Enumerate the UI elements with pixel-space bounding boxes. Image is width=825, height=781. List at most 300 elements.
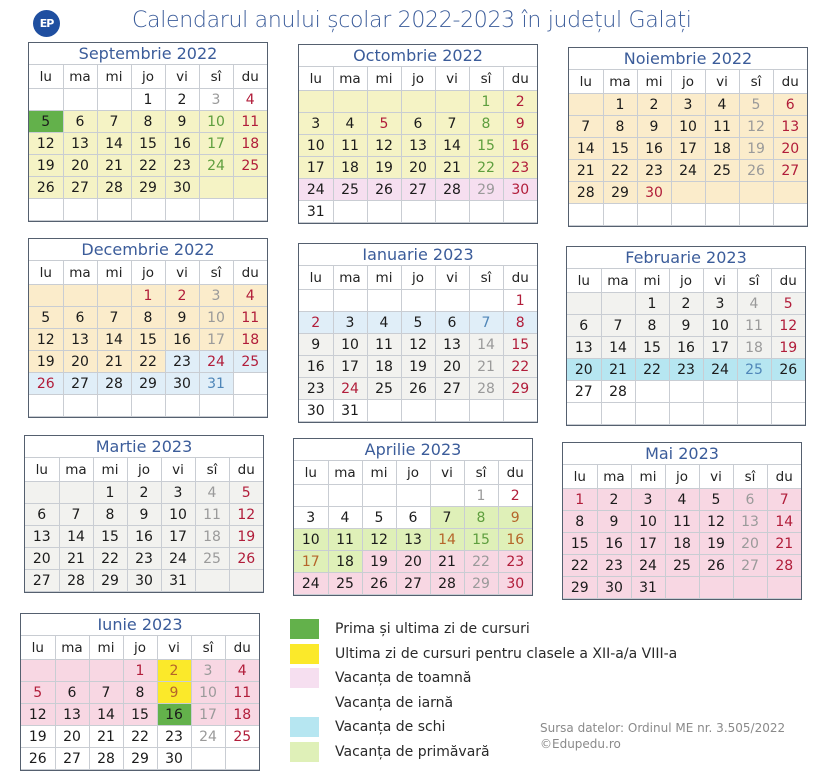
week-row bbox=[567, 381, 805, 403]
day-cell: 15 bbox=[563, 533, 597, 555]
day-cell: 3 bbox=[294, 507, 328, 529]
day-cell: 12 bbox=[739, 116, 773, 138]
day-cell: 1 bbox=[469, 91, 503, 113]
day-cell: 27 bbox=[401, 179, 435, 201]
day-cell: 18 bbox=[195, 526, 229, 548]
day-cell: 27 bbox=[773, 160, 807, 182]
day-cell: 28 bbox=[601, 381, 635, 403]
day-cell: 28 bbox=[569, 182, 603, 204]
month-table bbox=[294, 461, 532, 595]
day-cell: 29 bbox=[469, 179, 503, 201]
week-row bbox=[21, 704, 259, 726]
empty-cell bbox=[396, 485, 430, 507]
day-cell: 13 bbox=[773, 116, 807, 138]
day-cell: 15 bbox=[464, 529, 498, 551]
day-cell: 27 bbox=[63, 177, 97, 199]
day-cell: 12 bbox=[21, 704, 55, 726]
legend-swatch bbox=[290, 619, 319, 639]
legend-item-last-day-xii-viii bbox=[290, 642, 677, 667]
empty-cell bbox=[367, 201, 401, 223]
day-cell: 9 bbox=[669, 315, 703, 337]
day-cell: 18 bbox=[705, 138, 739, 160]
day-cell: 14 bbox=[97, 133, 131, 155]
empty-cell bbox=[705, 204, 739, 226]
day-cell: 19 bbox=[699, 533, 733, 555]
day-cell: 16 bbox=[299, 356, 333, 378]
week-row bbox=[299, 290, 537, 312]
week-row bbox=[299, 312, 537, 334]
day-cell: 20 bbox=[567, 359, 601, 381]
legend-label: Prima și ultima zi de cursuri bbox=[335, 621, 530, 638]
day-cell: 20 bbox=[773, 138, 807, 160]
day-cell: 4 bbox=[225, 660, 259, 682]
week-row bbox=[567, 359, 805, 381]
week-row bbox=[25, 570, 263, 592]
day-cell: 24 bbox=[631, 555, 665, 577]
day-cell: 16 bbox=[127, 526, 161, 548]
day-cell: 17 bbox=[199, 133, 233, 155]
day-cell: 13 bbox=[733, 511, 767, 533]
day-cell: 8 bbox=[603, 116, 637, 138]
month-title: Martie 2023 bbox=[25, 436, 263, 458]
week-row bbox=[294, 573, 532, 595]
empty-cell bbox=[367, 290, 401, 312]
empty-cell bbox=[97, 199, 131, 221]
day-cell: 10 bbox=[199, 307, 233, 329]
week-row bbox=[299, 378, 537, 400]
empty-cell bbox=[328, 485, 362, 507]
day-cell: 18 bbox=[233, 329, 267, 351]
day-cell: 11 bbox=[328, 529, 362, 551]
day-cell: 13 bbox=[435, 334, 469, 356]
day-cell: 18 bbox=[233, 133, 267, 155]
weekday-header: mi bbox=[362, 461, 396, 485]
month-title: Noiembrie 2022 bbox=[569, 48, 807, 70]
day-cell: 2 bbox=[157, 660, 191, 682]
day-cell: 8 bbox=[563, 511, 597, 533]
day-cell: 25 bbox=[737, 359, 771, 381]
empty-cell bbox=[225, 748, 259, 770]
day-cell: 8 bbox=[635, 315, 669, 337]
day-cell: 5 bbox=[29, 111, 63, 133]
day-cell: 21 bbox=[430, 551, 464, 573]
day-cell: 29 bbox=[131, 177, 165, 199]
month-calendar bbox=[293, 438, 533, 596]
weekday-header: ma bbox=[597, 465, 631, 489]
day-cell: 7 bbox=[97, 111, 131, 133]
weekday-header: lu bbox=[563, 465, 597, 489]
day-cell: 8 bbox=[131, 111, 165, 133]
weekday-header: sî bbox=[733, 465, 767, 489]
empty-cell bbox=[299, 91, 333, 113]
empty-cell bbox=[362, 485, 396, 507]
day-cell: 26 bbox=[739, 160, 773, 182]
empty-cell bbox=[669, 403, 703, 425]
weekday-header: ma bbox=[63, 65, 97, 89]
week-row bbox=[569, 182, 807, 204]
copyright-line: ©Edupedu.ro bbox=[540, 737, 621, 751]
empty-cell bbox=[469, 201, 503, 223]
day-cell: 12 bbox=[699, 511, 733, 533]
day-cell: 6 bbox=[401, 113, 435, 135]
weekday-header: lu bbox=[29, 65, 63, 89]
day-cell: 28 bbox=[435, 179, 469, 201]
legend-item-autumn-vacation bbox=[290, 666, 677, 691]
empty-cell bbox=[229, 570, 263, 592]
weekday-header: du bbox=[229, 458, 263, 482]
empty-cell bbox=[567, 293, 601, 315]
day-cell: 8 bbox=[123, 682, 157, 704]
day-cell: 1 bbox=[635, 293, 669, 315]
legend-label: Vacanța de toamnă bbox=[335, 670, 472, 687]
day-cell: 28 bbox=[97, 373, 131, 395]
day-cell: 13 bbox=[396, 529, 430, 551]
weekday-header: jo bbox=[669, 269, 703, 293]
month-title: Iunie 2023 bbox=[21, 614, 259, 636]
weekday-header: mi bbox=[367, 67, 401, 91]
day-cell: 14 bbox=[767, 511, 801, 533]
empty-cell bbox=[29, 199, 63, 221]
day-cell: 3 bbox=[703, 293, 737, 315]
week-row bbox=[294, 485, 532, 507]
empty-cell bbox=[333, 91, 367, 113]
week-row bbox=[563, 533, 801, 555]
empty-cell bbox=[773, 182, 807, 204]
day-cell: 30 bbox=[299, 400, 333, 422]
day-cell: 30 bbox=[597, 577, 631, 599]
week-row bbox=[563, 577, 801, 599]
week-row bbox=[569, 160, 807, 182]
weekday-header: du bbox=[503, 266, 537, 290]
day-cell: 11 bbox=[233, 111, 267, 133]
weekday-header: jo bbox=[401, 67, 435, 91]
month-table bbox=[25, 458, 263, 592]
month-calendar bbox=[28, 238, 268, 418]
legend-label: Ultima zi de cursuri pentru clasele a XII-a/a VIII-a bbox=[335, 645, 678, 662]
day-cell: 1 bbox=[131, 285, 165, 307]
week-row bbox=[569, 116, 807, 138]
empty-cell bbox=[199, 199, 233, 221]
empty-cell bbox=[569, 94, 603, 116]
day-cell: 17 bbox=[294, 551, 328, 573]
day-cell: 4 bbox=[328, 507, 362, 529]
weekday-header: vi bbox=[703, 269, 737, 293]
week-row bbox=[21, 682, 259, 704]
month-table bbox=[569, 70, 807, 226]
week-row bbox=[29, 329, 267, 351]
weekday-header: sî bbox=[469, 67, 503, 91]
day-cell: 29 bbox=[563, 577, 597, 599]
day-cell: 2 bbox=[299, 312, 333, 334]
day-cell: 7 bbox=[601, 315, 635, 337]
empty-cell bbox=[294, 485, 328, 507]
day-cell: 7 bbox=[97, 307, 131, 329]
weekday-header: ma bbox=[328, 461, 362, 485]
day-cell: 12 bbox=[401, 334, 435, 356]
day-cell: 21 bbox=[767, 533, 801, 555]
day-cell: 18 bbox=[333, 157, 367, 179]
empty-cell bbox=[89, 660, 123, 682]
week-row bbox=[569, 94, 807, 116]
empty-cell bbox=[97, 395, 131, 417]
day-cell: 17 bbox=[299, 157, 333, 179]
day-cell: 11 bbox=[367, 334, 401, 356]
day-cell: 6 bbox=[55, 682, 89, 704]
day-cell: 18 bbox=[665, 533, 699, 555]
day-cell: 16 bbox=[157, 704, 191, 726]
day-cell: 19 bbox=[229, 526, 263, 548]
day-cell: 21 bbox=[569, 160, 603, 182]
empty-cell bbox=[29, 395, 63, 417]
day-cell: 4 bbox=[195, 482, 229, 504]
day-cell: 3 bbox=[161, 482, 195, 504]
month-calendar bbox=[298, 44, 538, 224]
month-title: Ianuarie 2023 bbox=[299, 244, 537, 266]
day-cell: 28 bbox=[430, 573, 464, 595]
weekday-header: lu bbox=[569, 70, 603, 94]
empty-cell bbox=[29, 285, 63, 307]
day-cell: 2 bbox=[669, 293, 703, 315]
day-cell: 23 bbox=[498, 551, 532, 573]
weekday-header: sî bbox=[464, 461, 498, 485]
empty-cell bbox=[367, 91, 401, 113]
day-cell: 6 bbox=[63, 307, 97, 329]
day-cell: 2 bbox=[637, 94, 671, 116]
day-cell: 20 bbox=[63, 155, 97, 177]
empty-cell bbox=[63, 89, 97, 111]
day-cell: 3 bbox=[199, 285, 233, 307]
day-cell: 11 bbox=[225, 682, 259, 704]
day-cell: 30 bbox=[165, 177, 199, 199]
day-cell: 3 bbox=[199, 89, 233, 111]
day-cell: 18 bbox=[328, 551, 362, 573]
month-calendar bbox=[298, 243, 538, 423]
empty-cell bbox=[469, 290, 503, 312]
month-calendar bbox=[28, 42, 268, 222]
day-cell: 20 bbox=[25, 548, 59, 570]
week-row bbox=[299, 334, 537, 356]
day-cell: 4 bbox=[665, 489, 699, 511]
day-cell: 15 bbox=[123, 704, 157, 726]
day-cell: 5 bbox=[401, 312, 435, 334]
day-cell: 29 bbox=[464, 573, 498, 595]
day-cell: 3 bbox=[671, 94, 705, 116]
empty-cell bbox=[63, 199, 97, 221]
month-title: Februarie 2023 bbox=[567, 247, 805, 269]
month-table bbox=[29, 261, 267, 417]
day-cell: 3 bbox=[191, 660, 225, 682]
empty-cell bbox=[601, 293, 635, 315]
day-cell: 8 bbox=[503, 312, 537, 334]
day-cell: 23 bbox=[299, 378, 333, 400]
month-calendar bbox=[568, 47, 808, 227]
day-cell: 28 bbox=[89, 748, 123, 770]
month-table bbox=[29, 65, 267, 221]
day-cell: 5 bbox=[362, 507, 396, 529]
day-cell: 2 bbox=[597, 489, 631, 511]
day-cell: 15 bbox=[131, 329, 165, 351]
week-row bbox=[563, 489, 801, 511]
week-row bbox=[29, 89, 267, 111]
day-cell: 11 bbox=[333, 135, 367, 157]
day-cell: 27 bbox=[435, 378, 469, 400]
day-cell: 10 bbox=[299, 135, 333, 157]
empty-cell bbox=[63, 395, 97, 417]
week-row bbox=[29, 395, 267, 417]
weekday-header: mi bbox=[97, 261, 131, 285]
weekday-header: mi bbox=[637, 70, 671, 94]
day-cell: 7 bbox=[767, 489, 801, 511]
day-cell: 13 bbox=[63, 329, 97, 351]
weekday-header: ma bbox=[601, 269, 635, 293]
weekday-header: vi bbox=[435, 266, 469, 290]
day-cell: 26 bbox=[362, 573, 396, 595]
empty-cell bbox=[635, 403, 669, 425]
day-cell: 7 bbox=[430, 507, 464, 529]
weekday-header: vi bbox=[699, 465, 733, 489]
day-cell: 1 bbox=[503, 290, 537, 312]
page-title: Calendarul anului școlar 2022-2023 în județul Galați bbox=[132, 8, 692, 33]
day-cell: 7 bbox=[59, 504, 93, 526]
week-row bbox=[299, 356, 537, 378]
empty-cell bbox=[739, 182, 773, 204]
weekday-header: sî bbox=[191, 636, 225, 660]
week-row bbox=[299, 157, 537, 179]
day-cell: 10 bbox=[703, 315, 737, 337]
empty-cell bbox=[737, 403, 771, 425]
day-cell: 26 bbox=[771, 359, 805, 381]
day-cell: 16 bbox=[637, 138, 671, 160]
weekday-header: sî bbox=[199, 65, 233, 89]
empty-cell bbox=[601, 403, 635, 425]
day-cell: 21 bbox=[601, 359, 635, 381]
day-cell: 25 bbox=[705, 160, 739, 182]
day-cell: 14 bbox=[97, 329, 131, 351]
weekday-header: du bbox=[503, 67, 537, 91]
empty-cell bbox=[233, 177, 267, 199]
day-cell: 27 bbox=[733, 555, 767, 577]
day-cell: 23 bbox=[597, 555, 631, 577]
day-cell: 19 bbox=[362, 551, 396, 573]
day-cell: 22 bbox=[464, 551, 498, 573]
empty-cell bbox=[671, 204, 705, 226]
day-cell: 26 bbox=[367, 179, 401, 201]
empty-cell bbox=[165, 395, 199, 417]
month-table bbox=[567, 269, 805, 425]
weekday-header: jo bbox=[665, 465, 699, 489]
empty-cell bbox=[703, 403, 737, 425]
day-cell: 26 bbox=[401, 378, 435, 400]
week-row bbox=[25, 526, 263, 548]
day-cell: 6 bbox=[435, 312, 469, 334]
day-cell: 19 bbox=[367, 157, 401, 179]
day-cell: 29 bbox=[93, 570, 127, 592]
day-cell: 24 bbox=[199, 351, 233, 373]
legend-label: Vacanța de primăvară bbox=[335, 743, 490, 760]
day-cell: 14 bbox=[89, 704, 123, 726]
week-row bbox=[299, 135, 537, 157]
day-cell: 31 bbox=[631, 577, 665, 599]
weekday-header: sî bbox=[469, 266, 503, 290]
weekday-header: lu bbox=[299, 266, 333, 290]
day-cell: 19 bbox=[739, 138, 773, 160]
week-row bbox=[29, 373, 267, 395]
day-cell: 1 bbox=[563, 489, 597, 511]
day-cell: 23 bbox=[165, 155, 199, 177]
day-cell: 25 bbox=[367, 378, 401, 400]
day-cell: 15 bbox=[131, 133, 165, 155]
day-cell: 13 bbox=[401, 135, 435, 157]
empty-cell bbox=[665, 577, 699, 599]
day-cell: 22 bbox=[563, 555, 597, 577]
legend-swatch bbox=[290, 644, 319, 664]
day-cell: 6 bbox=[25, 504, 59, 526]
day-cell: 28 bbox=[59, 570, 93, 592]
month-table bbox=[299, 266, 537, 422]
weekday-header: du bbox=[773, 70, 807, 94]
month-calendar bbox=[566, 246, 806, 426]
empty-cell bbox=[55, 660, 89, 682]
weekday-header: ma bbox=[603, 70, 637, 94]
day-cell: 6 bbox=[773, 94, 807, 116]
legend-swatch bbox=[290, 668, 319, 688]
day-cell: 28 bbox=[469, 378, 503, 400]
day-cell: 12 bbox=[29, 329, 63, 351]
weekday-header: jo bbox=[131, 261, 165, 285]
day-cell: 10 bbox=[161, 504, 195, 526]
week-row bbox=[299, 113, 537, 135]
day-cell: 23 bbox=[503, 157, 537, 179]
day-cell: 6 bbox=[733, 489, 767, 511]
legend-item-winter-vacation bbox=[290, 691, 677, 716]
month-title: Septembrie 2022 bbox=[29, 43, 267, 65]
day-cell: 8 bbox=[131, 307, 165, 329]
day-cell: 25 bbox=[665, 555, 699, 577]
month-calendar bbox=[20, 613, 260, 771]
day-cell: 14 bbox=[59, 526, 93, 548]
week-row bbox=[299, 400, 537, 422]
day-cell: 10 bbox=[191, 682, 225, 704]
empty-cell bbox=[191, 748, 225, 770]
week-row bbox=[29, 307, 267, 329]
week-row bbox=[294, 551, 532, 573]
empty-cell bbox=[567, 403, 601, 425]
day-cell: 5 bbox=[29, 307, 63, 329]
empty-cell bbox=[767, 577, 801, 599]
week-row bbox=[563, 511, 801, 533]
week-row bbox=[29, 155, 267, 177]
day-cell: 12 bbox=[771, 315, 805, 337]
week-row bbox=[567, 293, 805, 315]
day-cell: 25 bbox=[225, 726, 259, 748]
day-cell: 23 bbox=[669, 359, 703, 381]
day-cell: 30 bbox=[637, 182, 671, 204]
weekday-header: ma bbox=[63, 261, 97, 285]
day-cell: 18 bbox=[225, 704, 259, 726]
weekday-header: mi bbox=[635, 269, 669, 293]
weekday-header: ma bbox=[333, 67, 367, 91]
empty-cell bbox=[703, 381, 737, 403]
day-cell: 4 bbox=[705, 94, 739, 116]
day-cell: 26 bbox=[21, 748, 55, 770]
day-cell: 4 bbox=[333, 113, 367, 135]
day-cell: 29 bbox=[123, 748, 157, 770]
weekday-header: sî bbox=[737, 269, 771, 293]
day-cell: 7 bbox=[469, 312, 503, 334]
day-cell: 17 bbox=[161, 526, 195, 548]
month-table bbox=[299, 67, 537, 223]
day-cell: 11 bbox=[705, 116, 739, 138]
